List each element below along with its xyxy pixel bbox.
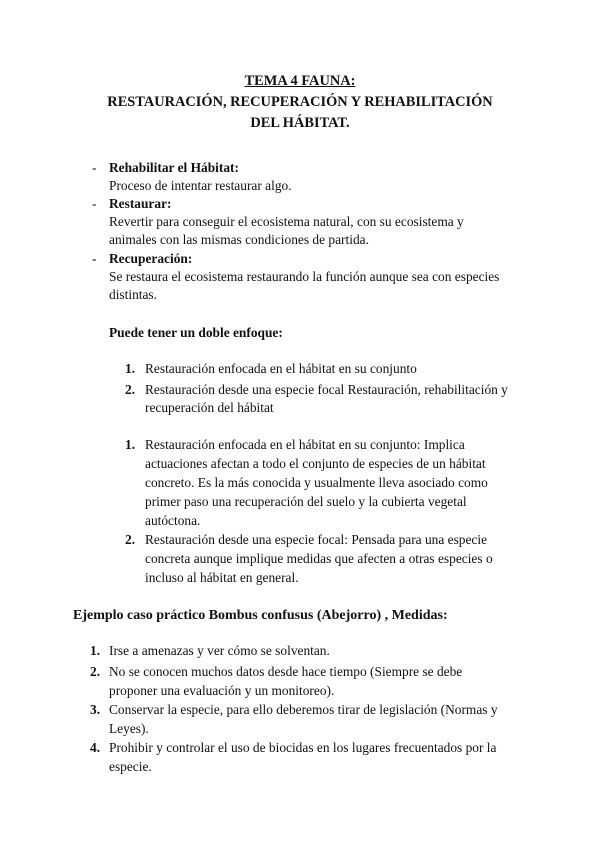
list-item-text: No se conocen muchos datos desde hace tiempo (Siempre se debe <box>109 664 463 679</box>
list-item-text: Restauración desde una especie focal Restauración, rehabilitación y <box>145 382 508 397</box>
list-item-text: Restauración desde una especie focal: Pensada para una especie <box>145 532 488 547</box>
list-item-text: primer paso una recuperación del suelo y la cubierta vegetal <box>145 494 467 509</box>
definition-term: Restaurar: <box>109 196 172 211</box>
approach-heading: Puede tener un doble enfoque: <box>109 325 283 340</box>
definition-text: Se restaura el ecosistema restaurando la función aunque sea con especies <box>109 269 500 284</box>
title-line-2: RESTAURACIÓN, RECUPERACIÓN Y REHABILITACIÓN <box>107 94 493 110</box>
title-line-3: DEL HÁBITAT. <box>250 115 350 131</box>
definition-text: Revertir para conseguir el ecosistema natural, con su ecosistema y <box>109 214 464 229</box>
list-number: 2. <box>90 664 101 679</box>
list-number: 4. <box>90 740 101 755</box>
list-item-text: autóctona. <box>145 513 201 528</box>
list-number: 2. <box>125 382 136 397</box>
list-number: 1. <box>90 643 101 658</box>
definition-text: Proceso de intentar restaurar algo. <box>109 178 292 193</box>
definition-text: animales con las mismas condiciones de partida. <box>109 232 369 247</box>
title-line-1: TEMA 4 FAUNA: <box>244 73 356 89</box>
list-number: 3. <box>90 702 101 717</box>
list-number: 1. <box>125 361 136 376</box>
list-number: 1. <box>125 437 136 452</box>
list-number: 2. <box>125 532 136 547</box>
list-item-text: concreto. Es la más conocida y usualmente lleva asociado como <box>145 475 488 490</box>
bullet-dash: - <box>92 196 97 211</box>
example-heading: Ejemplo caso práctico Bombus confusus (Abejorro) , Medidas: <box>73 608 448 623</box>
bullet-dash: - <box>92 160 97 175</box>
list-item-text: Prohibir y controlar el uso de biocidas en los lugares frecuentados por la <box>109 740 497 755</box>
definition-term: Recuperación: <box>109 251 193 266</box>
list-item-text: concreta aunque implique medidas que afecten a otras especies o <box>145 551 493 566</box>
list-item-text: Conservar la especie, para ello deberemos tirar de legislación (Normas y <box>109 702 498 717</box>
list-item-text: recuperación del hábitat <box>145 400 274 415</box>
list-item-text: actuaciones afectan a todo el conjunto de especies de un hábitat <box>145 456 486 471</box>
list-item-text: especie. <box>109 759 152 774</box>
definition-term: Rehabilitar el Hábitat: <box>109 160 239 175</box>
list-item-text: Irse a amenazas y ver cómo se solventan. <box>109 643 330 658</box>
list-item-text: proponer una evaluación y un monitoreo). <box>109 683 335 698</box>
list-item-text: incluso al hábitat en general. <box>145 570 299 585</box>
list-item-text: Restauración enfocada en el hábitat en su conjunto <box>145 361 417 376</box>
definition-text: distintas. <box>109 287 157 302</box>
list-item-text: Restauración enfocada en el hábitat en su conjunto: Implica <box>145 437 465 452</box>
bullet-dash: - <box>92 251 97 266</box>
list-item-text: Leyes). <box>109 721 149 736</box>
